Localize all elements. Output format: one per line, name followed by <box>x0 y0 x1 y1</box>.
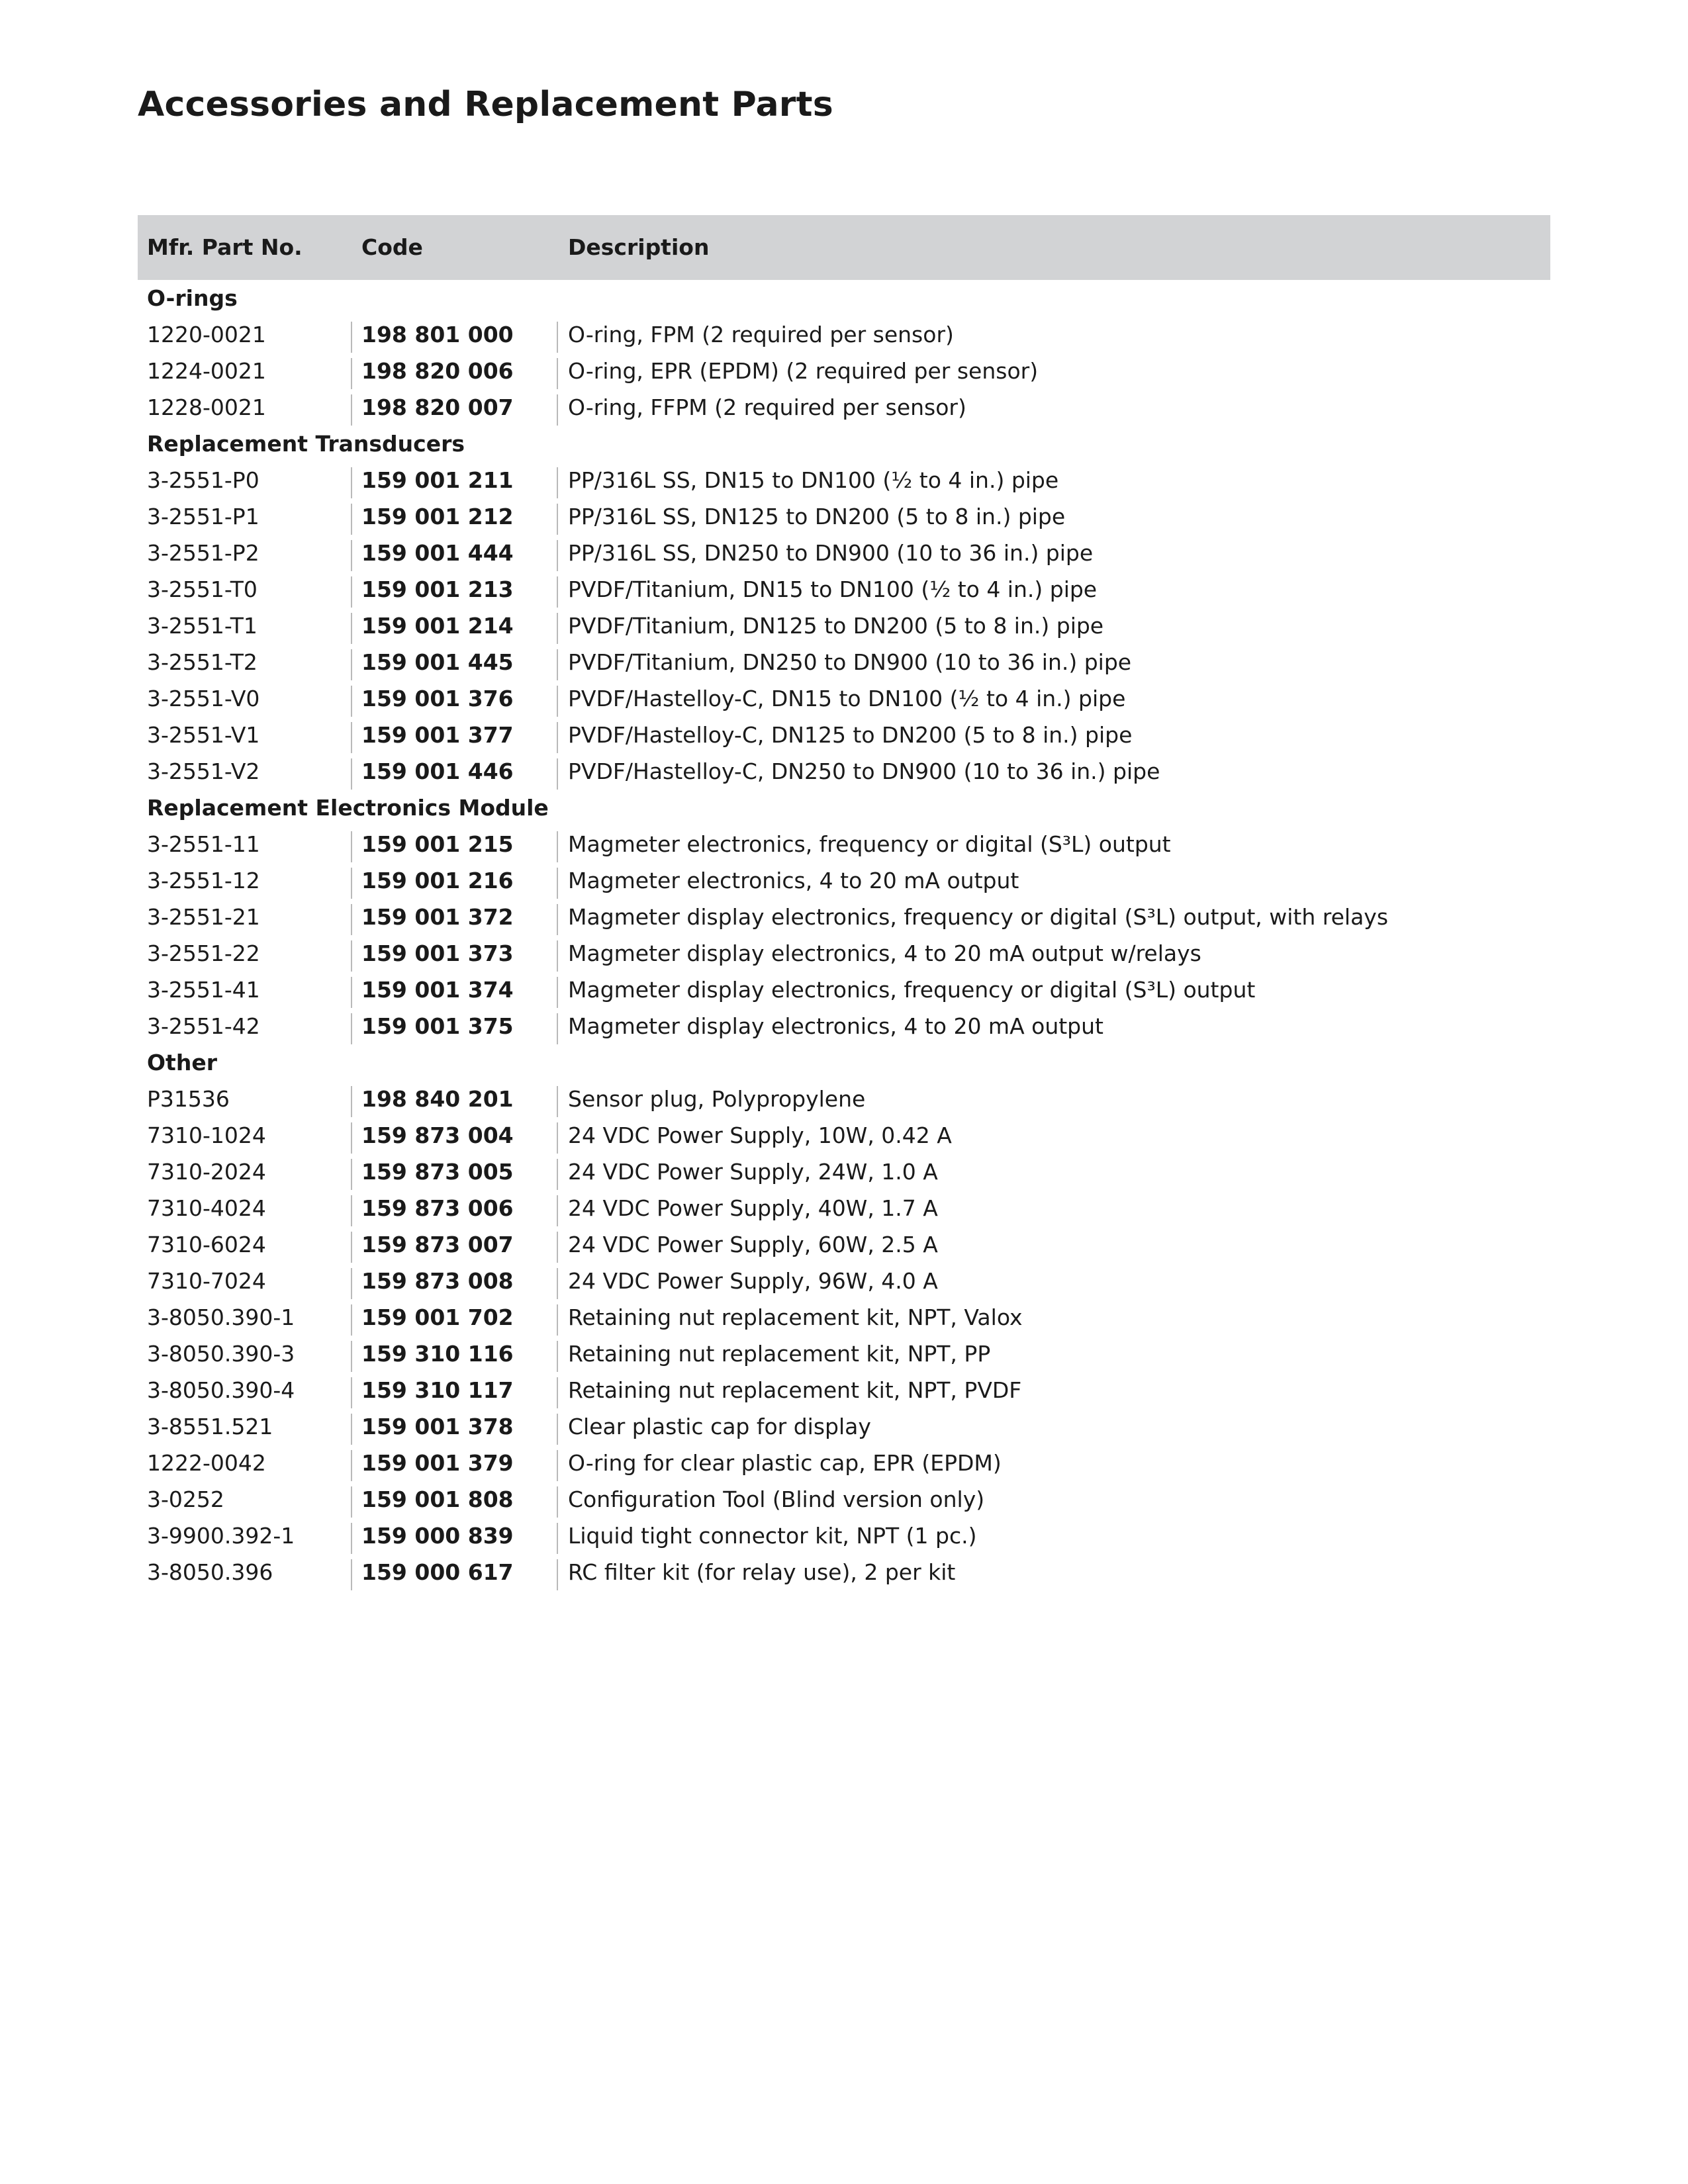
code-cell: 159 001 446 <box>361 758 514 784</box>
part-number-cell: 3-2551-V1 <box>147 722 260 748</box>
part-number-cell: 1228-0021 <box>147 394 266 420</box>
code-cell: 159 001 215 <box>361 831 514 857</box>
code-cell: 159 001 372 <box>361 904 514 930</box>
code-cell: 159 001 378 <box>361 1414 514 1439</box>
section-label: Other <box>147 1050 217 1075</box>
description-cell: PVDF/Hastelloy-C, DN15 to DN100 (½ to 4 in.) pipe <box>568 686 1126 711</box>
description-cell: PP/316L SS, DN125 to DN200 (5 to 8 in.) pipe <box>568 504 1066 529</box>
page-title: Accessories and Replacement Parts <box>138 85 833 124</box>
code-cell: 159 001 211 <box>361 467 514 493</box>
code-cell: 159 001 379 <box>361 1450 514 1476</box>
description-cell: 24 VDC Power Supply, 10W, 0.42 A <box>568 1122 952 1148</box>
part-number-cell: 3-2551-P2 <box>147 540 259 566</box>
table-row <box>138 753 1550 790</box>
code-cell: 198 840 201 <box>361 1086 514 1112</box>
description-cell: 24 VDC Power Supply, 96W, 4.0 A <box>568 1268 938 1294</box>
table-row <box>138 1481 1550 1518</box>
description-cell: Retaining nut replacement kit, NPT, PP <box>568 1341 991 1367</box>
part-number-cell: 3-9900.392-1 <box>147 1523 295 1549</box>
part-number-cell: 3-2551-21 <box>147 904 260 930</box>
description-cell: 24 VDC Power Supply, 60W, 2.5 A <box>568 1232 938 1257</box>
code-cell: 159 873 004 <box>361 1122 514 1148</box>
code-cell: 159 001 377 <box>361 722 514 748</box>
description-cell: Magmeter display electronics, frequency or digital (S³L) output, with relays <box>568 904 1389 930</box>
table-row <box>138 1226 1550 1263</box>
part-number-cell: 7310-2024 <box>147 1159 266 1185</box>
description-cell: PVDF/Hastelloy-C, DN125 to DN200 (5 to 8 in.) pipe <box>568 722 1133 748</box>
table-row <box>138 717 1550 753</box>
part-number-cell: 3-8050.390-3 <box>147 1341 295 1367</box>
description-cell: PP/316L SS, DN15 to DN100 (½ to 4 in.) pipe <box>568 467 1059 493</box>
description-cell: 24 VDC Power Supply, 40W, 1.7 A <box>568 1195 938 1221</box>
code-cell: 159 001 213 <box>361 576 514 602</box>
part-number-cell: 3-8551.521 <box>147 1414 273 1439</box>
part-number-cell: 7310-1024 <box>147 1122 266 1148</box>
table-row <box>138 826 1550 862</box>
description-cell: Liquid tight connector kit, NPT (1 pc.) <box>568 1523 977 1549</box>
table-row <box>138 316 1550 353</box>
code-cell: 159 001 216 <box>361 868 514 893</box>
table-row <box>138 1336 1550 1372</box>
code-cell: 159 001 445 <box>361 649 514 675</box>
code-cell: 159 310 116 <box>361 1341 514 1367</box>
part-number-cell: 3-2551-T0 <box>147 576 258 602</box>
description-cell: Magmeter display electronics, frequency or digital (S³L) output <box>568 977 1256 1003</box>
section-label: Replacement Electronics Module <box>147 795 549 821</box>
part-number-cell: 7310-6024 <box>147 1232 266 1257</box>
code-cell: 159 001 375 <box>361 1013 514 1039</box>
description-cell: PVDF/Hastelloy-C, DN250 to DN900 (10 to 36 in.) pipe <box>568 758 1160 784</box>
description-cell: 24 VDC Power Supply, 24W, 1.0 A <box>568 1159 938 1185</box>
table-row <box>138 462 1550 498</box>
code-cell: 159 001 702 <box>361 1304 514 1330</box>
header-description: Description <box>568 234 710 260</box>
part-number-cell: 3-0252 <box>147 1486 224 1512</box>
table-row <box>138 389 1550 426</box>
header-code: Code <box>361 234 423 260</box>
part-number-cell: 3-2551-T1 <box>147 613 258 639</box>
description-cell: O-ring, EPR (EPDM) (2 required per sensor) <box>568 358 1039 384</box>
code-cell: 159 310 117 <box>361 1377 514 1403</box>
description-cell: Magmeter electronics, 4 to 20 mA output <box>568 868 1019 893</box>
description-cell: Magmeter display electronics, 4 to 20 mA output w/relays <box>568 940 1201 966</box>
part-number-cell: 1224-0021 <box>147 358 266 384</box>
table-row <box>138 498 1550 535</box>
table-row <box>138 972 1550 1008</box>
description-cell: Sensor plug, Polypropylene <box>568 1086 866 1112</box>
table-row <box>138 1117 1550 1154</box>
description-cell: Magmeter electronics, frequency or digital (S³L) output <box>568 831 1171 857</box>
part-number-cell: 3-2551-42 <box>147 1013 260 1039</box>
table-row <box>138 1008 1550 1044</box>
table-header <box>138 215 1550 280</box>
table-row <box>138 1408 1550 1445</box>
table-row <box>138 1299 1550 1336</box>
code-cell: 198 820 007 <box>361 394 514 420</box>
part-number-cell: 3-2551-P0 <box>147 467 259 493</box>
code-cell: 159 001 808 <box>361 1486 514 1512</box>
code-cell: 198 801 000 <box>361 322 514 347</box>
section-heading <box>138 1044 1550 1081</box>
table-row <box>138 535 1550 571</box>
part-number-cell: 3-2551-P1 <box>147 504 259 529</box>
table-row <box>138 1445 1550 1481</box>
description-cell: RC filter kit (for relay use), 2 per kit <box>568 1559 956 1585</box>
code-cell: 159 873 007 <box>361 1232 514 1257</box>
part-number-cell: 3-2551-V0 <box>147 686 260 711</box>
part-number-cell: 3-8050.390-4 <box>147 1377 295 1403</box>
parts-table <box>138 215 1550 1590</box>
table-row <box>138 1190 1550 1226</box>
section-label: Replacement Transducers <box>147 431 465 457</box>
header-part-number: Mfr. Part No. <box>147 234 303 260</box>
table-row <box>138 1154 1550 1190</box>
description-cell: PP/316L SS, DN250 to DN900 (10 to 36 in.) pipe <box>568 540 1094 566</box>
table-row <box>138 1081 1550 1117</box>
part-number-cell: 3-2551-12 <box>147 868 260 893</box>
description-cell: O-ring, FFPM (2 required per sensor) <box>568 394 966 420</box>
table-row <box>138 935 1550 972</box>
table-row <box>138 644 1550 680</box>
code-cell: 159 001 214 <box>361 613 514 639</box>
part-number-cell: 3-2551-11 <box>147 831 260 857</box>
section-label: O-rings <box>147 285 238 311</box>
table-row <box>138 1263 1550 1299</box>
description-cell: O-ring for clear plastic cap, EPR (EPDM) <box>568 1450 1002 1476</box>
code-cell: 159 000 617 <box>361 1559 514 1585</box>
code-cell: 159 001 376 <box>361 686 514 711</box>
code-cell: 159 873 005 <box>361 1159 514 1185</box>
description-cell: Clear plastic cap for display <box>568 1414 871 1439</box>
part-number-cell: 3-8050.396 <box>147 1559 273 1585</box>
table-row <box>138 1554 1550 1590</box>
description-cell: PVDF/Titanium, DN125 to DN200 (5 to 8 in.) pipe <box>568 613 1104 639</box>
section-heading <box>138 280 1550 316</box>
description-cell: PVDF/Titanium, DN15 to DN100 (½ to 4 in.) pipe <box>568 576 1098 602</box>
description-cell: PVDF/Titanium, DN250 to DN900 (10 to 36 in.) pipe <box>568 649 1132 675</box>
table-row <box>138 1518 1550 1554</box>
table-row <box>138 1372 1550 1408</box>
description-cell: Retaining nut replacement kit, NPT, PVDF <box>568 1377 1022 1403</box>
section-heading <box>138 790 1550 826</box>
code-cell: 159 001 444 <box>361 540 514 566</box>
part-number-cell: 3-2551-T2 <box>147 649 258 675</box>
table-row <box>138 899 1550 935</box>
part-number-cell: P31536 <box>147 1086 230 1112</box>
table-body <box>138 280 1550 1590</box>
code-cell: 159 873 008 <box>361 1268 514 1294</box>
table-row <box>138 571 1550 608</box>
table-row <box>138 353 1550 389</box>
code-cell: 159 001 373 <box>361 940 514 966</box>
table-row <box>138 680 1550 717</box>
description-cell: Magmeter display electronics, 4 to 20 mA output <box>568 1013 1103 1039</box>
part-number-cell: 3-8050.390-1 <box>147 1304 295 1330</box>
part-number-cell: 3-2551-41 <box>147 977 260 1003</box>
code-cell: 159 001 374 <box>361 977 514 1003</box>
code-cell: 159 000 839 <box>361 1523 514 1549</box>
part-number-cell: 1222-0042 <box>147 1450 266 1476</box>
part-number-cell: 1220-0021 <box>147 322 266 347</box>
table-row <box>138 862 1550 899</box>
part-number-cell: 7310-4024 <box>147 1195 266 1221</box>
table-row <box>138 608 1550 644</box>
description-cell: Retaining nut replacement kit, NPT, Valox <box>568 1304 1023 1330</box>
part-number-cell: 3-2551-V2 <box>147 758 260 784</box>
description-cell: Configuration Tool (Blind version only) <box>568 1486 985 1512</box>
description-cell: O-ring, FPM (2 required per sensor) <box>568 322 954 347</box>
section-heading <box>138 426 1550 462</box>
part-number-cell: 3-2551-22 <box>147 940 260 966</box>
code-cell: 159 873 006 <box>361 1195 514 1221</box>
code-cell: 198 820 006 <box>361 358 514 384</box>
code-cell: 159 001 212 <box>361 504 514 529</box>
part-number-cell: 7310-7024 <box>147 1268 266 1294</box>
